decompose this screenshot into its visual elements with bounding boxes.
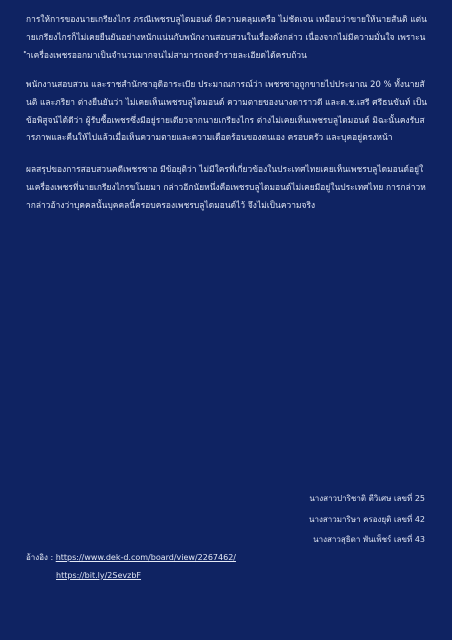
author-2: นางสาวมาริษา ครองยุติ เลขที่ 42 <box>309 515 425 524</box>
author-3: นางสาวสุธิดา พันเพ็ชร์ เลขที่ 43 <box>313 535 425 544</box>
paragraph-2: พนักงานสอบสวน และราชสำนักซาอุดิอาระเบีย ประมาณการณ์ว่า เพชรซาอุถูกขายไปประมาณ 20 % ทั้งนายสันติ และภริยา ต่างยืนยันว่า ไม่เคยเห็นเพชรบลูไดมอนด์ ความตายของนางดาราวดี และด.ช.เสรี ศรีธนขันท์ เป็นข้อพิสูจน์ได้ดีว่า ผู้รับซื้อเพชรซึ่งมีอยู่รายเดียวจากนายเกรียงไกร ต่างไม่เคยเห็นเพชรบลูไดมอนด์ มิฉะนั้นคงรับสารภาพและคืนให้ไปแล้วเมื่อเห็นความตายและความเดือดร้อนของตนเอง ครอบครัว และบุคอยู่ตรงหน้า <box>26 79 428 143</box>
reference-line-2 <box>56 571 141 580</box>
reference-line <box>26 551 236 564</box>
reference-label: อ้างอิง : <box>26 553 56 562</box>
paragraph-1: การให้การของนายเกรียงไกร ภรณีเพชรบลูไดมอนด์ มีความคลุมเครือ ไม่ชัดเจน เหมือนว่าขายให้นายสันติ แต่นายเกรียงไกรก็ไม่เคยยืนยันอย่างหนักแน่นกับพนักงานสอบสวนในเรื่องดังกล่าว เนื่องจากไม่มีความมั่นใจ เพราะนำเครื่องเพชรออกมาเป็นจำนวนมากจนไม่สามารถจดจำรายละเอียดได้ครบถ้วน <box>26 14 427 60</box>
author-1: นางสาวปาริชาติ ตีวิเศษ เลขที่ 25 <box>309 494 425 503</box>
reference-link-2[interactable]: https://bit.ly/2SevzbF <box>56 571 142 580</box>
paragraph-3: ผลสรุปของการสอบสวนคดีเพชรซาอ มีข้อยุติว่า ไม่มีใครที่เกี่ยวข้องในประเทศไทยเคยเห็นเพชรบลูไดมอนด์อยู่ในเครื่องเพชรที่นายเกรียงไกรขโมยมา กล่าวอีกนัยหนึ่งคือเพชรบลูไดมอนด์ไม่เคยมีอยู่ในประเทศไทย การกล่าวหากล่าวอ้างว่าบุคคลนั้นบุคคลนี้ครอบครองเพชรบลูไดมอนด์ไว้ จึงไม่เป็นความจริง <box>26 164 426 210</box>
reference-link-1[interactable]: https://www.dek-d.com/board/view/2267462/ <box>55 553 236 562</box>
